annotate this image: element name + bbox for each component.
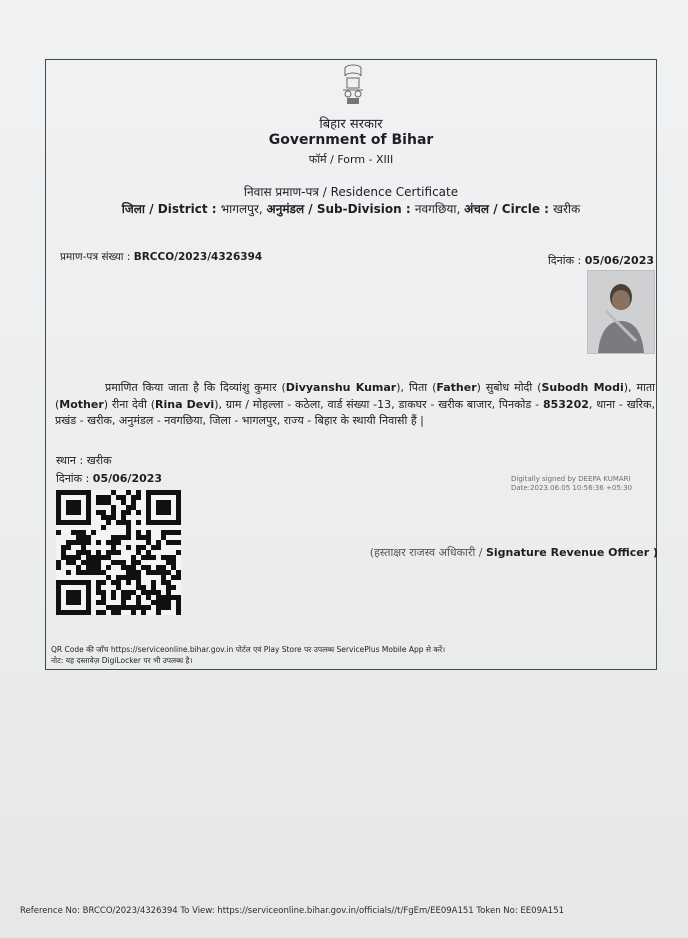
government-heading: Government of Bihar	[268, 132, 434, 148]
certificate-title-hindi: निवास प्रमाण-पत्र /	[243, 185, 331, 199]
circle-value: खरीक	[553, 202, 581, 216]
statement-text: प्रमाणित किया जाता है कि दिव्यांशु कुमार (	[105, 381, 286, 394]
place-label: स्थान :	[56, 454, 87, 467]
qr-verification-note: QR Code की जाँच https://serviceonline.bihar.gov.in पोर्टल एवं Play Store पर उपलब्ध ServicePlus Mobile App से करें।	[51, 645, 446, 654]
signature-english: Signature Revenue Officer )	[485, 546, 658, 559]
qr-code-icon	[56, 490, 181, 615]
certificate-statement	[55, 380, 655, 430]
hindi-government-heading: बिहार सरकार	[319, 117, 383, 132]
footer-date	[56, 471, 162, 486]
statement-text: , थाना - खरिक, प्रखंड - खरीक, अनुमंडल - नवगछिया, जिला - भागलपुर, राज्य - बिहार के स्थायी निवासी हैं |	[55, 397, 656, 427]
subdivision-value: नवगछिया,	[414, 202, 465, 216]
father-name: Subodh Modi	[541, 381, 624, 394]
statement-text: ) सुबोध मोदी (	[476, 381, 542, 394]
certificate-title-english: Residence Certificate	[330, 185, 459, 199]
person-photo-icon	[588, 271, 654, 353]
statement-text: ), माता (	[55, 381, 655, 411]
father-label: Father	[436, 381, 477, 394]
place-value: खरीक	[86, 454, 112, 467]
subdivision-label: अनुमंडल / Sub-Division :	[266, 202, 415, 216]
issue-date-value: 05/06/2023	[584, 254, 654, 267]
issue-date-label: दिनांक :	[547, 254, 585, 267]
digital-signature	[511, 475, 632, 493]
certificate-number-value: BRCCO/2023/4326394	[133, 251, 263, 263]
issue-date	[548, 253, 654, 268]
signature-caption	[370, 545, 658, 560]
applicant-photo	[587, 270, 655, 354]
state-emblem-icon	[333, 62, 373, 108]
district-label: जिला / District :	[121, 202, 221, 216]
certificate-number-label: प्रमाण-पत्र संख्या :	[60, 251, 134, 263]
form-number: फॉर्म / Form - XIII	[308, 153, 394, 166]
place	[56, 453, 112, 468]
digilocker-note: नोट: यह दस्तावेज़ DigiLocker पर भी उपलब्ध है।	[51, 656, 193, 665]
applicant-name: Divyanshu Kumar	[285, 381, 397, 394]
reference-footer: Reference No: BRCCO/2023/4326394 To View: https://serviceonline.bihar.gov.in/officials//t/FgEm/EE09A151 Token No: EE09A151	[20, 906, 565, 916]
footer-date-value: 05/06/2023	[92, 472, 163, 485]
district-value: भागलपुर,	[220, 202, 267, 216]
jurisdiction-line	[45, 200, 657, 217]
footer-date-label: दिनांक :	[56, 472, 93, 485]
statement-text: ) रीना देवी (	[103, 397, 155, 411]
statement-text: ), पिता (	[396, 381, 437, 394]
mother-label: Mother	[59, 397, 104, 411]
certificate-title	[45, 183, 657, 200]
certificate-number	[60, 250, 262, 264]
circle-label: अंचल / Circle :	[464, 202, 554, 216]
statement-text: ), ग्राम / मोहल्ला - कठेला, वार्ड संख्या -13, डाकघर - खरीक बाजार, पिनकोड -	[214, 397, 543, 411]
digital-signed-date: Date:2023.06.05 10:56:36 +05:30	[511, 484, 633, 492]
signature-hindi: (हस्ताक्षर राजस्व अधिकारी /	[369, 546, 486, 559]
digital-signed-by: Digitally signed by DEEPA KUMARI	[511, 475, 631, 483]
pincode: 853202	[542, 397, 589, 411]
mother-name: Rina Devi	[155, 397, 215, 411]
